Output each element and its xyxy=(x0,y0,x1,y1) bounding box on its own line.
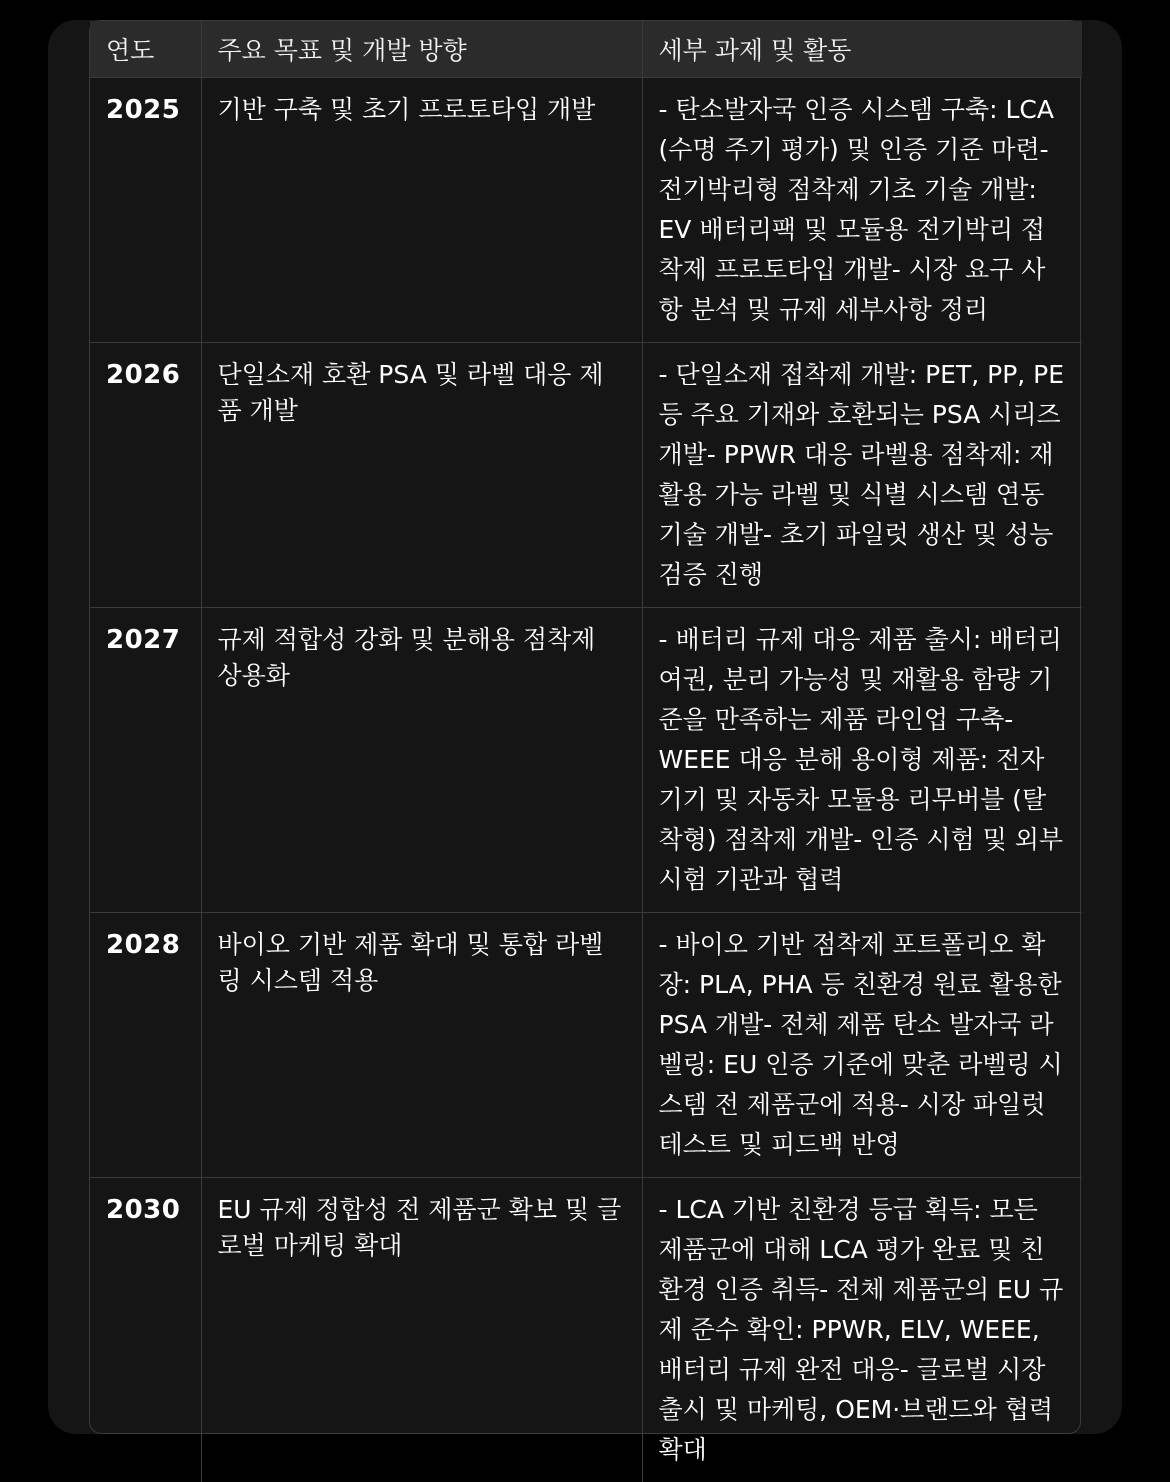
row-detail: - 바이오 기반 점착제 포트폴리오 확장: PLA, PHA 등 친환경 원료 활용한 PSA 개발- 전체 제품 탄소 발자국 라벨링: EU 인증 기준에 맞춘 라벨링 시스템 전 제품군에 적용- 시장 파일럿 테스트 및 피드백 반영 xyxy=(642,912,1082,1177)
row-detail: - 단일소재 접착제 개발: PET, PP, PE 등 주요 기재와 호환되는 PSA 시리즈 개발- PPWR 대응 라벨용 점착제: 재활용 가능 라벨 및 식별 시스템 연동 기술 개발- 초기 파일럿 생산 및 성능 검증 진행 xyxy=(642,342,1082,607)
row-year: 2025 xyxy=(90,77,201,342)
table-row xyxy=(90,1177,1082,1482)
table-row xyxy=(90,912,1082,1177)
row-year: 2028 xyxy=(90,912,201,1177)
row-detail: - LCA 기반 친환경 등급 획득: 모든 제품군에 대해 LCA 평가 완료 및 친환경 인증 취득- 전체 제품군의 EU 규제 준수 확인: PPWR, ELV, WEEE, 배터리 규제 완전 대응- 글로벌 시장 출시 및 마케팅, OEM·브랜드와 협력 확대 xyxy=(642,1177,1082,1482)
table-row xyxy=(90,342,1082,607)
row-goal: 기반 구축 및 초기 프로토타입 개발 xyxy=(201,77,642,342)
row-detail: - 배터리 규제 대응 제품 출시: 배터리 여권, 분리 가능성 및 재활용 함량 기준을 만족하는 제품 라인업 구축- WEEE 대응 분해 용이형 제품: 전자기기 및 자동차 모듈용 리무버블 (탈착형) 점착제 개발- 인증 시험 및 외부 시험 기관과 협력 xyxy=(642,607,1082,912)
row-goal: 바이오 기반 제품 확대 및 통합 라벨링 시스템 적용 xyxy=(201,912,642,1177)
row-goal: 규제 적합성 강화 및 분해용 점착제 상용화 xyxy=(201,607,642,912)
header-year: 연도 xyxy=(90,21,201,77)
roadmap-table xyxy=(90,21,1082,1482)
table-row xyxy=(90,607,1082,912)
row-year: 2030 xyxy=(106,1194,181,1225)
table-row xyxy=(90,77,1082,342)
row-goal: 단일소재 호환 PSA 및 라벨 대응 제품 개발 xyxy=(201,342,642,607)
header-goal: 주요 목표 및 개발 방향 xyxy=(201,21,642,77)
row-detail: - 탄소발자국 인증 시스템 구축: LCA (수명 주기 평가) 및 인증 기준 마련- 전기박리형 점착제 기초 기술 개발: EV 배터리팩 및 모듈용 전기박리 접착제 프로토타입 개발- 시장 요구 사항 분석 및 규제 세부사항 정리 xyxy=(642,77,1082,342)
row-goal: EU 규제 정합성 전 제품군 확보 및 글로벌 마케팅 확대 xyxy=(201,1177,642,1482)
row-year: 2027 xyxy=(90,607,201,912)
header-detail: 세부 과제 및 활동 xyxy=(642,21,1082,77)
row-year: 2026 xyxy=(90,342,201,607)
table-header-row xyxy=(90,21,1082,77)
roadmap-table-container xyxy=(89,20,1081,1464)
